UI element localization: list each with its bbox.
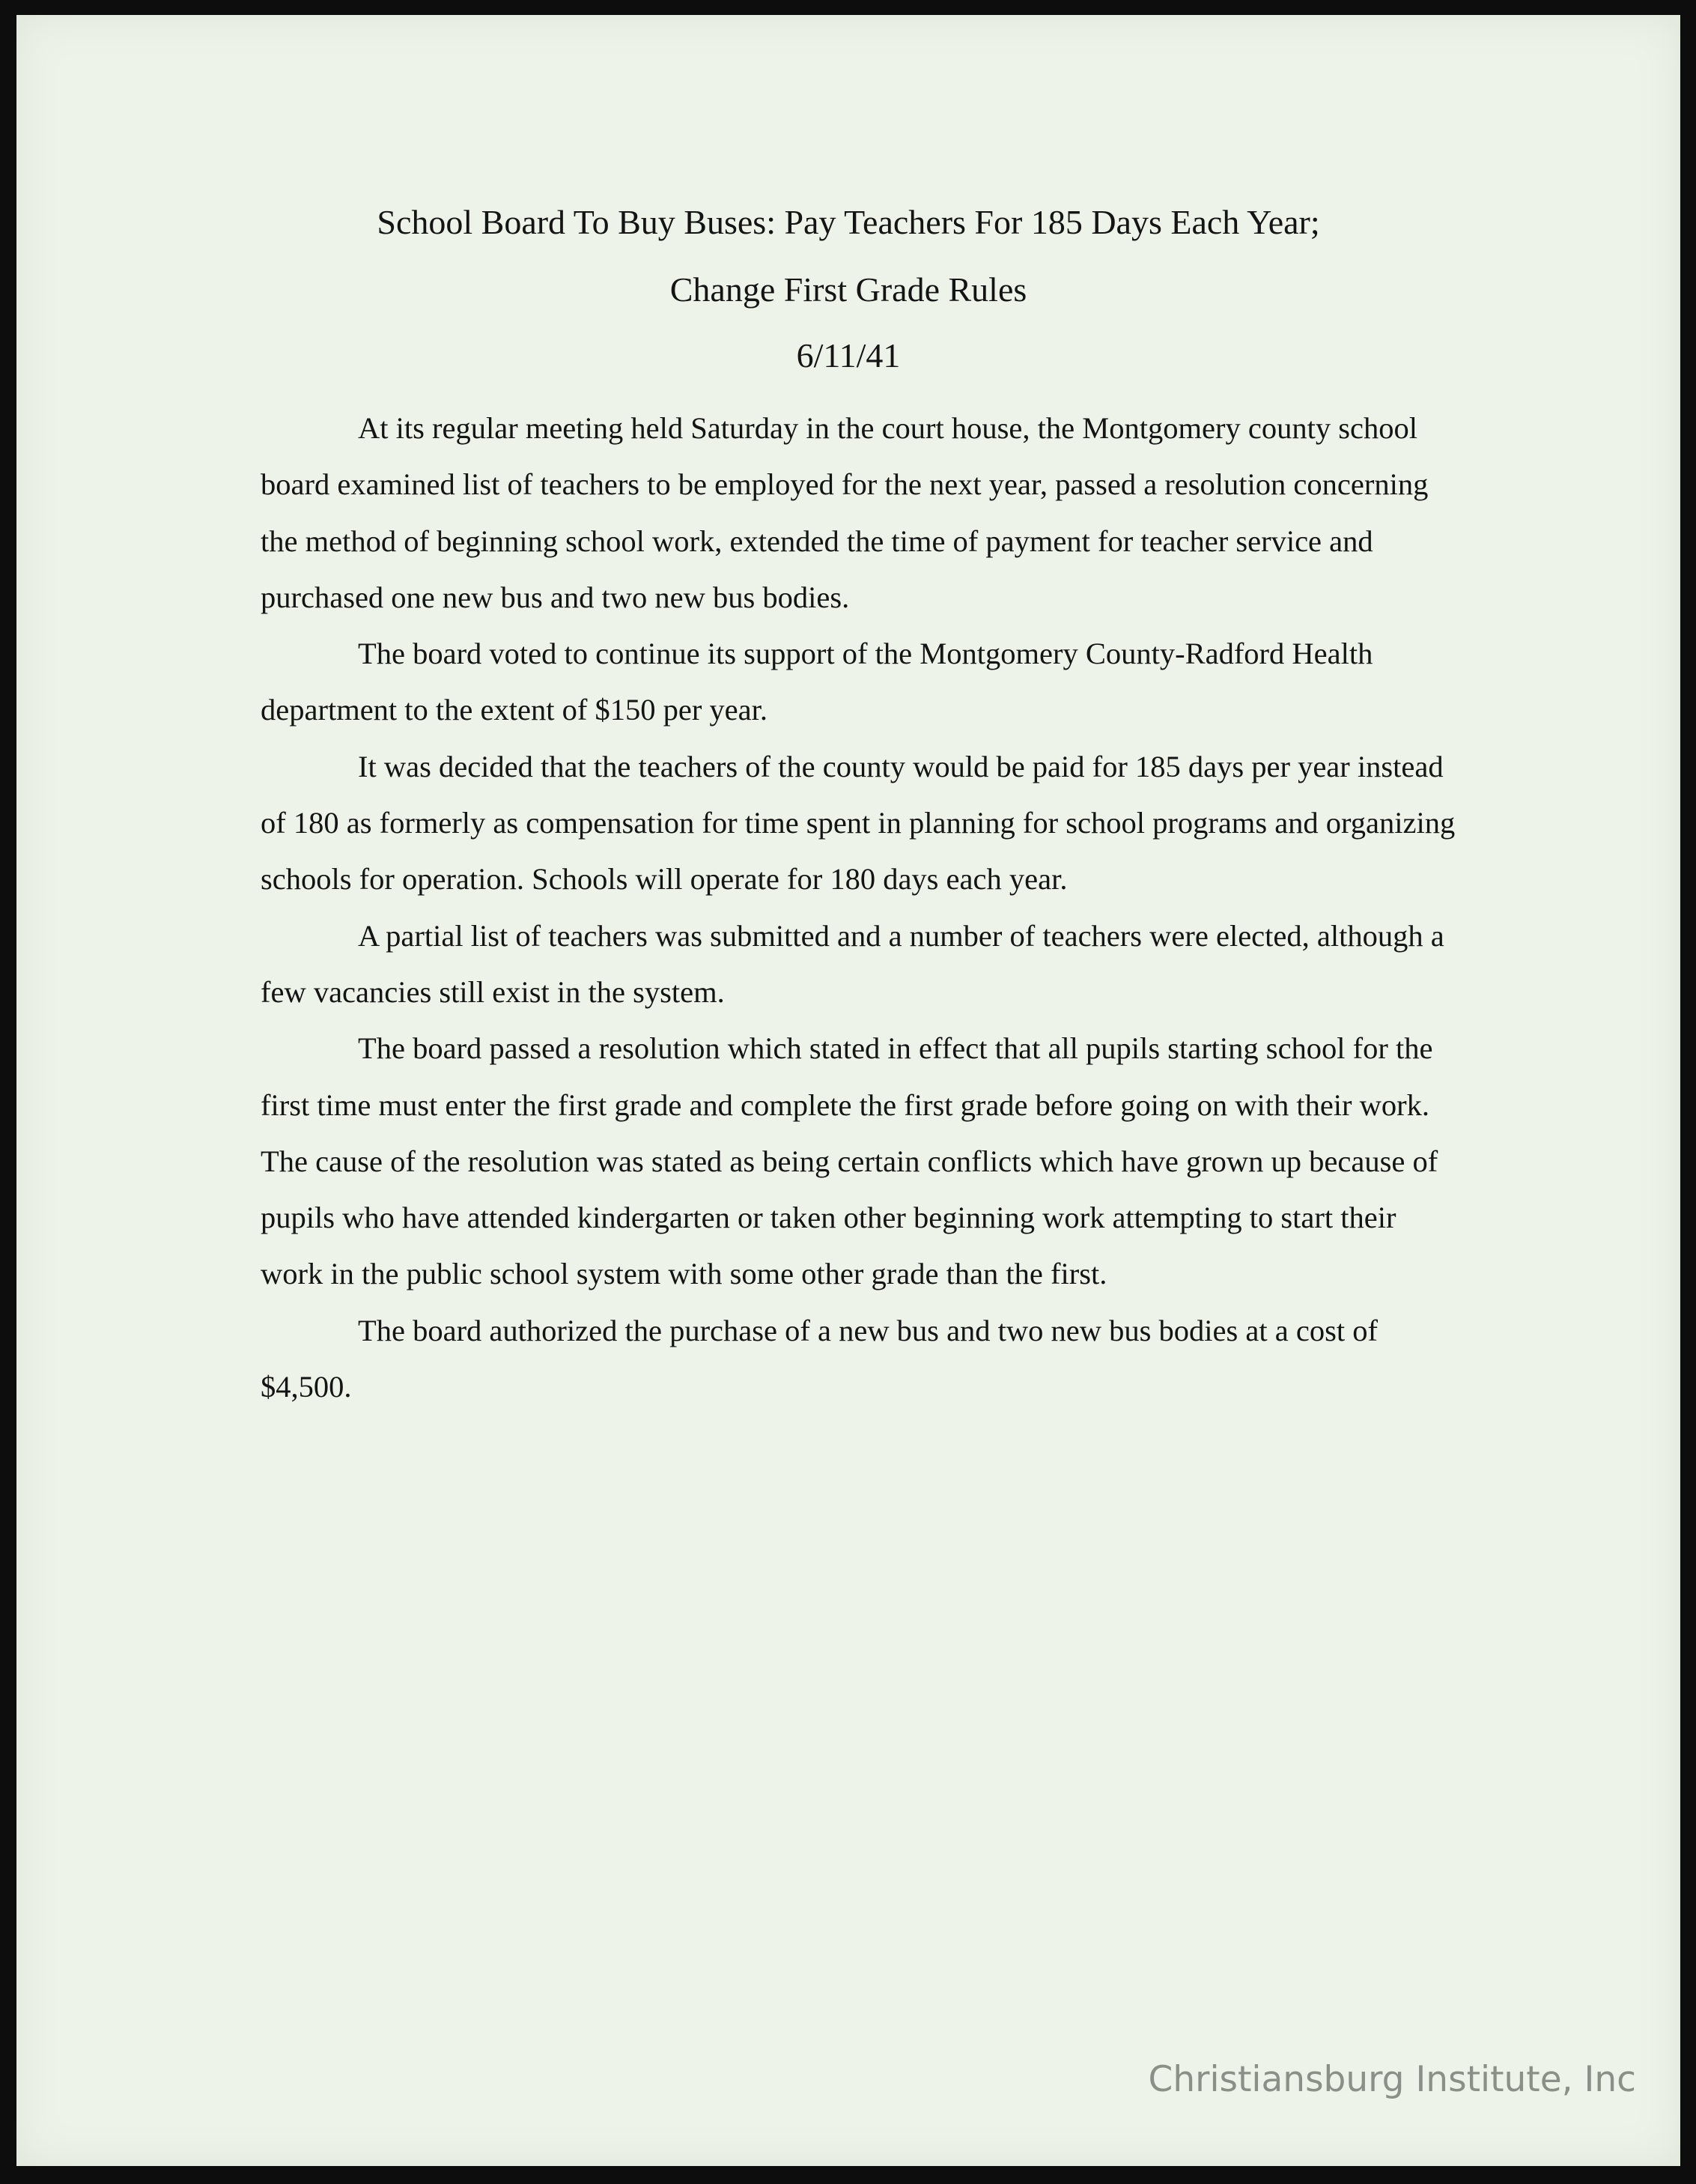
- paragraph: The board passed a resolution which stated in effect that all pupils starting school for the first time must enter the first grade and complete the first grade before going on with their work. The cause of the resolution was stated as being certain conflicts which have grown up because of pupils who have attended kindergarten or taken other beginning work attempting to start their work in the public school system with some other grade than the first.: [261, 1031, 1438, 1291]
- paragraph: At its regular meeting held Saturday in the court house, the Montgomery county school board examined list of teachers to be employed for the next year, passed a resolution concerning the method of beginning school work, extended the time of payment for teacher service and purchased one new bus and two new bus bodies.: [261, 411, 1429, 614]
- article-body: [261, 400, 1459, 1415]
- headline-line-2: Change First Grade Rules: [669, 270, 1027, 309]
- paragraph: A partial list of teachers was submitted and a number of teachers were elected, although a few vacancies still exist in the system.: [261, 918, 1444, 1009]
- paragraph: The board authorized the purchase of a new bus and two new bus bodies at a cost of $4,500.: [261, 1313, 1378, 1404]
- paragraph: It was decided that the teachers of the county would be paid for 185 days per year instead of 180 as formerly as compensation for time spent in planning for school programs and organizing schools for operation. Schools will operate for 180 days each year.: [261, 749, 1456, 897]
- watermark: Christiansburg Institute, Inc: [1148, 2059, 1636, 2100]
- article-date: 6/11/41: [796, 336, 901, 374]
- document-page: [16, 15, 1680, 2166]
- headline-line-1: School Board To Buy Buses: Pay Teachers For 185 Days Each Year;: [377, 203, 1320, 241]
- paragraph: The board voted to continue its support of the Montgomery County-Radford Health department to the extent of $150 per year.: [261, 637, 1373, 727]
